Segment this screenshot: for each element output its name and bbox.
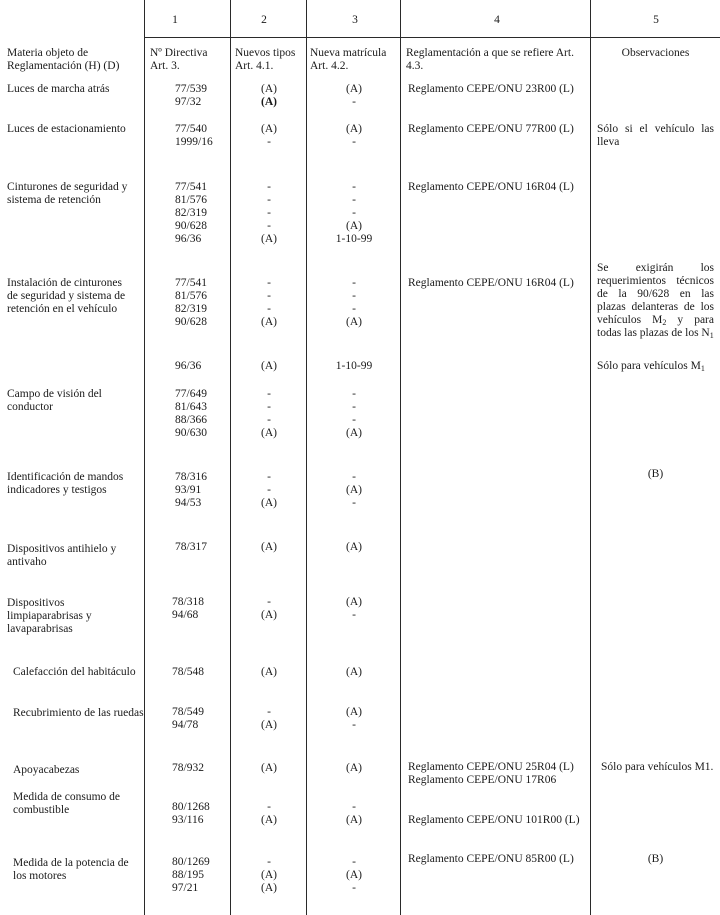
- new-registration-header: Nueva matrícula Art. 4.2.: [310, 47, 387, 72]
- observations-header: Observaciones: [621, 47, 690, 59]
- subject-cell: Cinturones de seguridad y sistema de retención: [7, 181, 128, 206]
- new-types-cell: - - - - (A): [261, 181, 277, 245]
- new-registration-cell: (A) -: [346, 123, 362, 148]
- subject-cell: Luces de estacionamiento: [7, 123, 126, 135]
- directive-cell: 77/649 81/643 88/366 90/630: [175, 388, 207, 439]
- column-divider: [144, 0, 145, 915]
- subject-cell: Campo de visión del conductor: [7, 388, 102, 413]
- regulation-cell: Reglamento CEPE/ONU 101R00 (L): [408, 814, 580, 826]
- directive-cell: 78/549 94/78: [172, 706, 204, 731]
- directive-cell: 78/548: [172, 666, 204, 678]
- new-registration-cell: - - - (A): [346, 277, 362, 328]
- new-registration-cell: - (A) -: [346, 856, 362, 894]
- new-types-header: Nuevos tipos Art. 4.1.: [235, 47, 296, 72]
- observations-cell: Sólo para vehículos M1.: [601, 761, 714, 773]
- regulation-cell: Reglamento CEPE/ONU 25R04 (L) Reglamento CEPE/ONU 17R06: [408, 761, 574, 786]
- new-registration-cell: (A) -: [346, 596, 362, 621]
- subject-cell: Instalación de cinturones de seguridad y sistema de retención en el vehículo: [7, 277, 126, 315]
- subject-cell: Medida de consumo de combustible: [13, 791, 120, 816]
- new-types-cell: - (A): [261, 801, 277, 826]
- new-registration-cell: (A): [346, 541, 362, 553]
- observations-cell: (B): [647, 468, 664, 480]
- directive-cell: 78/316 93/91 94/53: [175, 471, 207, 509]
- header-rule: [144, 37, 720, 38]
- subject-cell: Medida de la potencia de los motores: [13, 857, 129, 882]
- regulation-header: Reglamentación a que se refiere Art. 4.3.: [406, 47, 574, 72]
- new-registration-cell: (A) -: [346, 83, 362, 108]
- new-registration-cell: - - - (A) 1-10-99: [335, 181, 373, 245]
- subject-header: Materia objeto de Reglamentación (H) (D): [7, 47, 120, 72]
- subject-cell: Identificación de mandos indicadores y testigos: [7, 471, 124, 496]
- regulation-cell: Reglamento CEPE/ONU 23R00 (L): [408, 83, 574, 95]
- new-registration-cell: 1-10-99: [335, 360, 373, 372]
- subject-cell: Apoyacabezas: [13, 764, 80, 776]
- new-registration-cell: (A) -: [346, 706, 362, 731]
- regulation-cell: Reglamento CEPE/ONU 16R04 (L): [408, 277, 574, 289]
- new-registration-cell: - - - (A): [346, 388, 362, 439]
- new-types-cell: (A): [261, 666, 277, 678]
- new-types-cell: (A): [261, 360, 277, 372]
- directive-cell: 77/540 1999/16: [175, 123, 213, 148]
- new-registration-cell: (A): [346, 762, 362, 774]
- directive-header: Nº Directiva Art. 3.: [150, 47, 208, 72]
- subject-cell: Recubrimiento de las ruedas: [13, 707, 144, 719]
- new-types-cell: - (A): [261, 706, 277, 731]
- new-types-cell: (A): [261, 762, 277, 774]
- new-types-cell: (A) (A): [261, 83, 277, 108]
- subject-cell: Calefacción del habitáculo: [13, 666, 136, 678]
- new-types-cell: (A) -: [261, 123, 277, 148]
- observations-cell: Se exigirán los requerimientos técnicos de la 90/628 en las plazas delanteras de los vehículos $M_2$ y para todas las plazas de los $N_1$: [597, 262, 714, 340]
- regulation-cell: Reglamento CEPE/ONU 77R00 (L): [408, 123, 574, 135]
- new-registration-cell: - (A): [346, 801, 362, 826]
- subject-cell: Dispositivos antihielo y antivaho: [7, 543, 117, 568]
- column-divider: [590, 0, 591, 915]
- new-registration-cell: - (A) -: [346, 471, 362, 509]
- subject-cell: Dispositivos limpiaparabrisas y lavaparabrisas: [7, 597, 92, 635]
- column-divider: [230, 0, 231, 915]
- subject-cell: Luces de marcha atrás: [7, 83, 110, 95]
- directive-cell: 78/317: [175, 541, 207, 553]
- directive-cell: 78/932: [172, 762, 204, 774]
- observations-cell: (B): [647, 853, 664, 865]
- directive-cell: 80/1268 93/116: [172, 801, 210, 826]
- column-number: 1: [172, 14, 178, 26]
- column-number: 3: [352, 14, 358, 26]
- column-number: 2: [261, 14, 267, 26]
- directive-cell: 80/1269 88/195 97/21: [172, 856, 210, 894]
- observations-cell: Sólo para vehículos $M_1$: [597, 360, 705, 373]
- directive-cell: 78/318 94/68: [172, 596, 204, 621]
- new-types-cell: - (A) (A): [261, 856, 277, 894]
- column-divider: [400, 0, 401, 915]
- regulation-cell: Reglamento CEPE/ONU 16R04 (L): [408, 181, 574, 193]
- observations-cell: Sólo si el vehículo las lleva: [597, 123, 714, 148]
- directive-cell: 77/541 81/576 82/319 90/628 96/36: [175, 181, 207, 245]
- new-registration-cell: (A): [346, 666, 362, 678]
- new-types-cell: - - - (A): [261, 388, 277, 439]
- column-number: 5: [653, 14, 659, 26]
- new-types-cell: - - - (A): [261, 277, 277, 328]
- new-types-cell: - - (A): [261, 471, 277, 509]
- column-number: 4: [494, 14, 500, 26]
- column-divider: [306, 0, 307, 915]
- new-types-cell: - (A): [261, 596, 277, 621]
- regulation-cell: Reglamento CEPE/ONU 85R00 (L): [408, 853, 574, 865]
- directive-cell: 77/541 81/576 82/319 90/628: [175, 277, 207, 328]
- directive-cell: 77/539 97/32: [175, 83, 207, 108]
- directive-cell: 96/36: [175, 360, 202, 372]
- new-types-cell: (A): [261, 541, 277, 553]
